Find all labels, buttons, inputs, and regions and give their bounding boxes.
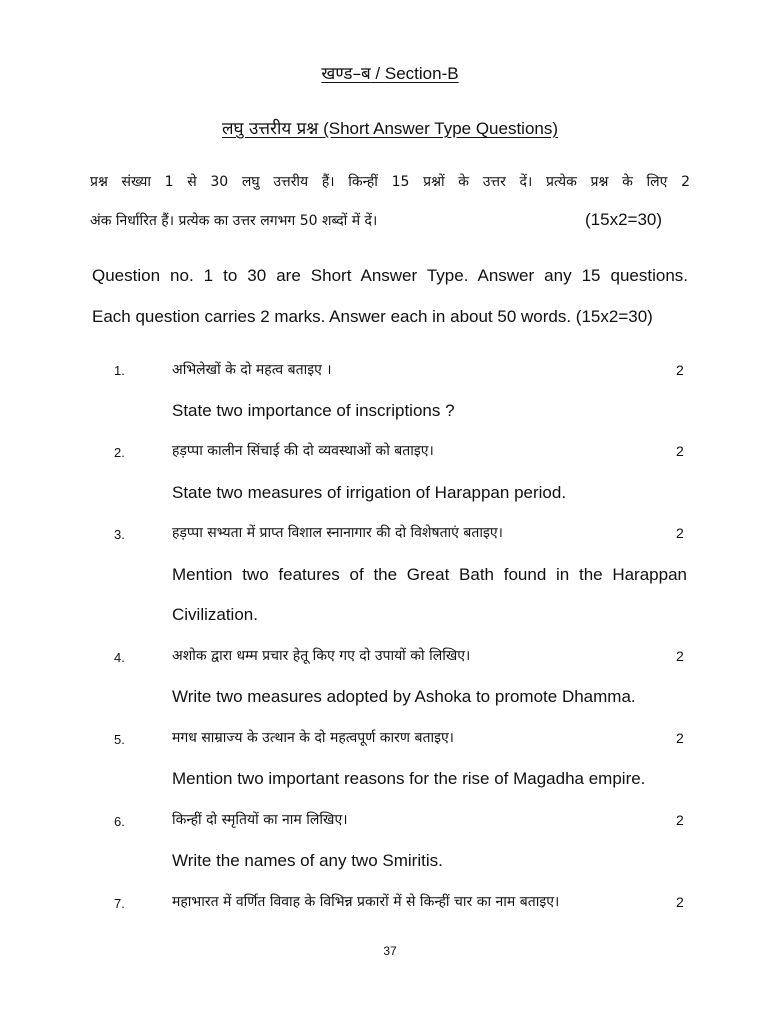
section-heading: खण्ड–ब / Section-B — [321, 64, 459, 84]
question-6-hindi: किन्हीं दो स्मृतियों का नाम लिखिए। — [172, 812, 348, 828]
question-3-number: 3. — [114, 527, 125, 542]
question-3-english-line-1: Mention two features of the Great Bath found in the Harappan — [172, 565, 687, 584]
question-4-english: Write two measures adopted by Ashoka to promote Dhamma. — [172, 687, 636, 706]
instructions-english-line-2: Each question carries 2 marks. Answer each in about 50 words. (15x2=30) — [92, 307, 653, 326]
question-4-number: 4. — [114, 650, 125, 665]
question-1-number: 1. — [114, 363, 125, 378]
question-4-hindi: अशोक द्वारा धम्म प्रचार हेतू किए गए दो उपायों को लिखिए। — [172, 648, 471, 664]
instructions-hindi-marks: (15x2=30) — [585, 210, 663, 229]
question-6-english: Write the names of any two Smiritis. — [172, 851, 443, 870]
question-3-marks: 2 — [676, 525, 684, 541]
question-2-number: 2. — [114, 445, 125, 460]
question-7-marks: 2 — [676, 894, 684, 910]
question-4-marks: 2 — [676, 648, 684, 664]
question-6-number: 6. — [114, 814, 125, 829]
question-1-marks: 2 — [676, 362, 684, 378]
question-1-english: State two importance of inscriptions ? — [172, 401, 455, 420]
question-7-hindi: महाभारत में वर्णित विवाह के विभिन्न प्रकारों में से किन्हीं चार का नाम बताइए। — [172, 894, 560, 910]
question-5-marks: 2 — [676, 730, 684, 746]
instructions-english-line-1: Question no. 1 to 30 are Short Answer Type. Answer any 15 questions. — [92, 266, 688, 285]
question-3-hindi: हड़प्पा सभ्यता में प्राप्त विशाल स्नानागार की दो विशेषताएं बताइए। — [172, 525, 503, 541]
question-2-hindi: हड़प्पा कालीन सिंचाई की दो व्यवस्थाओं को बताइए। — [172, 443, 434, 459]
question-7-number: 7. — [114, 896, 125, 911]
page-number: 37 — [383, 944, 397, 958]
instructions-hindi-line-2: अंक निर्धारित हैं। प्रत्येक का उत्तर लगभग 50 शब्दों में दें। — [90, 213, 378, 229]
question-6-marks: 2 — [676, 812, 684, 828]
question-5-hindi: मगध साम्राज्य के उत्थान के दो महत्वपूर्ण कारण बताइए। — [172, 730, 454, 746]
question-2-marks: 2 — [676, 443, 684, 459]
section-subheading: लघु उत्तरीय प्रश्न (Short Answer Type Questions) — [221, 119, 559, 139]
question-5-number: 5. — [114, 732, 125, 747]
instructions-hindi-line-1: प्रश्न संख्या 1 से 30 लघु उत्तरीय हैं। किन्हीं 15 प्रश्नों के उत्तर दें। प्रत्येक प्रश्न के लिए 2 — [90, 174, 690, 190]
question-1-hindi: अभिलेखों के दो महत्व बताइए । — [172, 362, 332, 378]
question-5-english: Mention two important reasons for the rise of Magadha empire. — [172, 769, 646, 788]
question-3-english-line-2: Civilization. — [172, 605, 258, 624]
question-2-english: State two measures of irrigation of Harappan period. — [172, 483, 567, 502]
